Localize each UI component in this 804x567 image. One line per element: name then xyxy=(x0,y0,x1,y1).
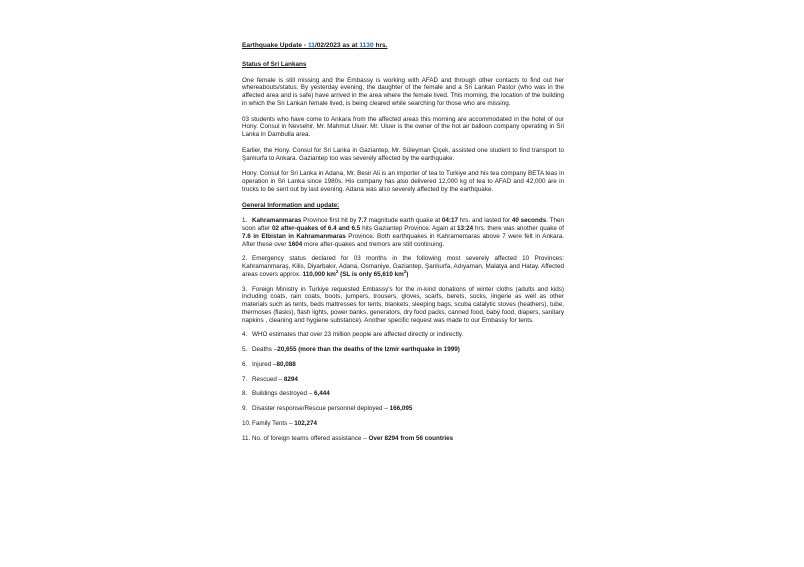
item-number: 5. xyxy=(242,346,248,353)
item-text-bold: 40 seconds xyxy=(511,217,547,225)
item-text: WHO estimates that over 23 million people are affected directly or indirectly. xyxy=(252,331,464,339)
stat-label: No. of foreign teams offered assistance – xyxy=(252,434,369,442)
status-heading: Status of Sri Lankans xyxy=(242,60,307,68)
item-text-bold: 02 after-quakes of 6.4 and 6.5 xyxy=(271,225,361,232)
item-text: Emergency status declared for 03 months in the following most severely affected 10 Provinces: Kahramanmaraş, Kilis, Diyarbakır, Adana, Osmaniye, Gaziantep, Şanlıurfa, Adıyaman, Malatya and Hatay. Affected areas covers approx. xyxy=(242,255,564,278)
stat-item-tents xyxy=(242,420,564,428)
item-text-bold: Kahramanmaras xyxy=(252,217,302,225)
stat-label: Buildings destroyed – xyxy=(252,390,314,398)
stat-label: Family Tents – xyxy=(252,419,295,427)
item-text-bold: 110,000 km xyxy=(302,270,336,278)
status-paragraph-1: One female is still missing and the Embassy is working with AFAD and through other contacts to find out her whereabouts/status. By yesterday evening, the daughter of the female and a Sri Lankan Pastor (who was in the affected area and is safe) have arrived in the area where the female lived. This morning, the location of the building in which the Sri Lankan female lived, is being cleared while searching for those who are missing. xyxy=(242,76,564,107)
item-number: 7. xyxy=(242,375,248,383)
item-number: 3. xyxy=(242,285,248,293)
item-number: 1. xyxy=(242,217,248,225)
stat-item-personnel xyxy=(242,405,564,413)
item-text: magnitude earth quake at xyxy=(366,217,442,225)
status-paragraph-3: Earlier, the Hony. Consul for Sri Lanka in Gaziantep, Mr. Süleyman Çiçek, assisted one student to find transport to Şanlıurfa to Ankara. Gaziantep too was severely affected by the earthquake. xyxy=(242,146,564,162)
status-paragraph-2: 03 students who have come to Ankara from the affected areas this morning are accommodated in the hotel of our Hony. Consul in Nevsehir, Mr. Mahmut Uluer. Mr. Uluer is the owner of the hot air balloon company operating in Sri Lanka in Dambulla area. xyxy=(242,115,564,138)
item-text-bold: 13:24 xyxy=(457,225,474,232)
item-text: Province. Both earthquakes in Kahramemaras above 7 were felt in Ankara. After these over xyxy=(242,232,564,248)
item-text: hrs. there was another quake of xyxy=(473,225,564,232)
status-paragraph-4: Hony. Consul for Sri Lanka in Adana, Mr. Besir Ali is an importer of tea to Turkiye and his tea company BETA teas in operation in Sri Lanka since 1980s. His company has also delivered 12,000 kg of tea to AFAD and 42,000 are in trucks to be sent out by last evening. Adana was also severely affected by the earthquake. xyxy=(242,170,564,193)
superscript: 2 xyxy=(403,268,407,274)
item-text-bold: 7.7 xyxy=(358,217,367,225)
stat-value: Over 8294 from 56 countries xyxy=(368,434,454,442)
item-text: more after-quakes and tremors are still continuing. xyxy=(302,240,445,248)
item-text-bold: (SL is only 65,610 km xyxy=(338,270,404,278)
general-info-heading: General Information and update: xyxy=(242,201,340,209)
item-number: 8. xyxy=(242,390,248,398)
stat-label: Rescued – xyxy=(252,375,284,383)
stat-label: Disaster response/Rescue personnel deployed – xyxy=(252,405,390,412)
title-date-highlight: 11 xyxy=(307,42,315,49)
item-text-bold: 7.6 in Elbistan in Kahramanmaras xyxy=(242,232,346,240)
item-text: Foreign Ministry in Turkiye requested Embassy's for the in-kind donations of winter cloths (adults and kids) including coats, rain coats, boots, jumpers, trousers, gloves, scarfs, berets, socks, lingerie as well as other materials such as tents, beds mattresses for tents, blankets, sleeping bags, scuba catalytic stoves (heathers), tube, thermoses (flasks), flash lights, power banks, generators, dry food packs, canned food, baby food, diapers, sanitary napkins , cleaning and hygiene substance). Another specific request was made to our Embassy for tents. xyxy=(242,285,564,324)
item-text: hrs. and lasted for xyxy=(457,217,512,225)
list-item-1 xyxy=(242,217,564,248)
page-title xyxy=(242,42,564,50)
item-text-bold: 1604 xyxy=(288,240,303,248)
stat-value: 20,655 (more than the deaths of the Izmir earthquake in 1999) xyxy=(277,346,460,353)
stat-value: 80,088 xyxy=(276,360,296,368)
title-suffix: hrs. xyxy=(373,42,388,49)
list-item-3 xyxy=(242,286,564,325)
item-text-bold: 04:17 xyxy=(441,217,458,225)
stat-item-deaths xyxy=(242,346,564,354)
superscript: 2 xyxy=(335,268,339,274)
stat-value: 102,274 xyxy=(294,419,317,427)
stat-item-rescued xyxy=(242,376,564,384)
item-number: 10. xyxy=(242,419,251,427)
item-number: 11. xyxy=(242,434,251,442)
item-number: 2. xyxy=(242,255,248,263)
stat-item-injured xyxy=(242,361,564,369)
stat-value: 6,444 xyxy=(313,390,330,398)
item-text: . Then soon after xyxy=(242,217,564,232)
item-text: hits Gaziantep Province. Again at xyxy=(360,225,458,232)
stat-label: Injured – xyxy=(252,360,277,368)
item-number: 6. xyxy=(242,360,248,368)
stat-value: 8294 xyxy=(283,375,298,383)
item-text: Province first hit by xyxy=(301,217,359,225)
document-content xyxy=(242,42,564,449)
stat-item-buildings xyxy=(242,390,564,398)
item-number: 9. xyxy=(242,405,248,412)
stat-item-foreign-teams xyxy=(242,435,564,443)
list-item-2 xyxy=(242,255,564,278)
title-date: /02/2023 as at xyxy=(314,42,360,49)
stat-value: 166,095 xyxy=(389,405,413,412)
stat-label: Deaths – xyxy=(252,346,278,353)
item-number: 4. xyxy=(242,331,248,339)
item-text-bold: ) xyxy=(406,270,409,278)
title-time-highlight: 1130 xyxy=(359,42,374,49)
list-item-4 xyxy=(242,331,564,339)
title-prefix: Earthquake Update - xyxy=(242,42,308,49)
